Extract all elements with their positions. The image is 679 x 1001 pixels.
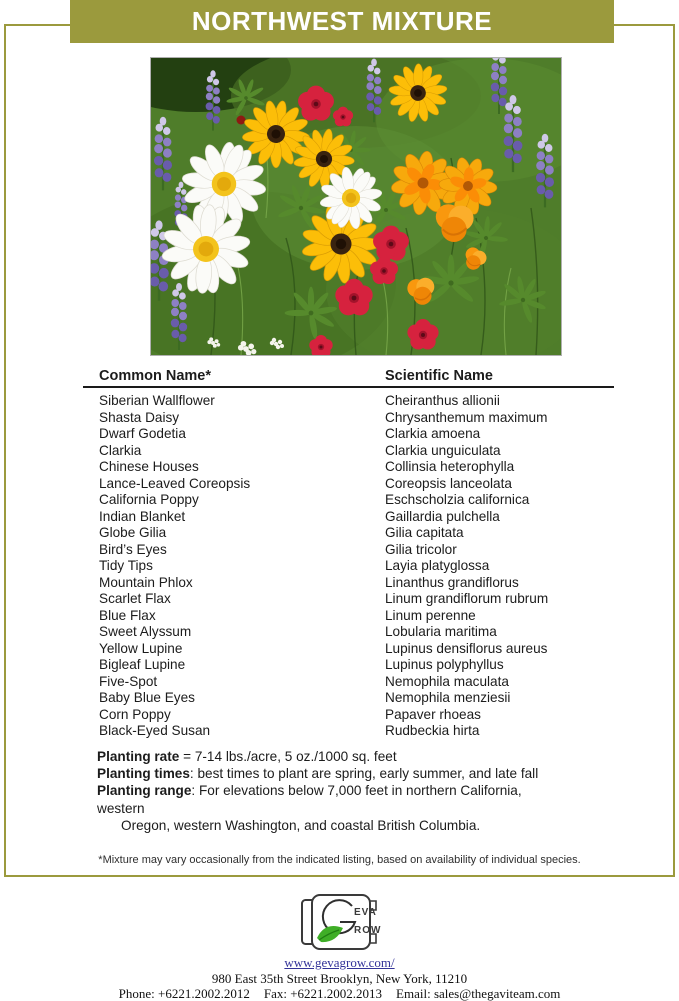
scientific-name-cell: Clarkia unguiculata bbox=[385, 443, 501, 460]
gevagrow-logo bbox=[299, 893, 381, 951]
common-name-cell: Bird’s Eyes bbox=[99, 542, 385, 559]
table-row bbox=[6, 723, 673, 740]
logo-text-row: ROW bbox=[354, 925, 381, 936]
common-name-cell: Baby Blue Eyes bbox=[99, 690, 385, 707]
scientific-name-cell: Chrysanthemum maximum bbox=[385, 410, 547, 427]
planting-line: Planting range: For elevations below 7,000 feet in northern California, bbox=[97, 782, 538, 799]
table-header-rule bbox=[83, 386, 614, 388]
common-name-cell: Indian Blanket bbox=[99, 509, 385, 526]
logo-text-eva: EVA bbox=[354, 907, 377, 918]
common-name-cell: Bigleaf Lupine bbox=[99, 657, 385, 674]
contact-line bbox=[0, 987, 679, 1001]
common-name-cell: Shasta Daisy bbox=[99, 410, 385, 427]
wildflower-photo bbox=[150, 57, 562, 356]
mixture-footnote: *Mixture may vary occasionally from the indicated listing, based on availability of individual species. bbox=[6, 854, 673, 866]
scientific-name-cell: Papaver rhoeas bbox=[385, 707, 481, 724]
table-row bbox=[6, 591, 673, 608]
table-header-row bbox=[6, 368, 673, 384]
table-row bbox=[6, 575, 673, 592]
planting-line: Planting rate = 7-14 lbs./acre, 5 oz./1000 sq. feet bbox=[97, 748, 538, 765]
species-table bbox=[6, 368, 673, 740]
footer bbox=[0, 877, 679, 996]
phone-text: Phone: +6221.2002.2012 bbox=[119, 986, 250, 1001]
scientific-name-cell: Lobularia maritima bbox=[385, 624, 497, 641]
col-header-common-name: Common Name* bbox=[99, 368, 385, 384]
email-text: Email: sales@thegaviteam.com bbox=[396, 986, 560, 1001]
common-name-cell: Chinese Houses bbox=[99, 459, 385, 476]
common-name-cell: Black-Eyed Susan bbox=[99, 723, 385, 740]
scientific-name-cell: Gilia capitata bbox=[385, 525, 464, 542]
table-row bbox=[6, 674, 673, 691]
table-row bbox=[6, 542, 673, 559]
table-row bbox=[6, 558, 673, 575]
planting-line: Planting times: best times to plant are spring, early summer, and late fall bbox=[97, 765, 538, 782]
col-header-scientific-name: Scientific Name bbox=[385, 368, 493, 384]
table-row bbox=[6, 608, 673, 625]
scientific-name-cell: Nemophila menziesii bbox=[385, 690, 510, 707]
species-rows bbox=[6, 393, 673, 740]
fax-text: Fax: +6221.2002.2013 bbox=[264, 986, 382, 1001]
common-name-cell: Yellow Lupine bbox=[99, 641, 385, 658]
wildflower-photo-art bbox=[151, 58, 561, 355]
table-row bbox=[6, 624, 673, 641]
table-row bbox=[6, 641, 673, 658]
common-name-cell: Dwarf Godetia bbox=[99, 426, 385, 443]
table-row bbox=[6, 443, 673, 460]
scientific-name-cell: Gilia tricolor bbox=[385, 542, 457, 559]
common-name-cell: Blue Flax bbox=[99, 608, 385, 625]
page-title: NORTHWEST MIXTURE bbox=[192, 6, 492, 37]
common-name-cell: Corn Poppy bbox=[99, 707, 385, 724]
common-name-cell: Mountain Phlox bbox=[99, 575, 385, 592]
website-link[interactable]: www.gevagrow.com/ bbox=[284, 956, 394, 970]
common-name-cell: Scarlet Flax bbox=[99, 591, 385, 608]
content-border-box bbox=[4, 24, 675, 877]
table-row bbox=[6, 690, 673, 707]
common-name-cell: Globe Gilia bbox=[99, 525, 385, 542]
table-row bbox=[6, 393, 673, 410]
scientific-name-cell: Clarkia amoena bbox=[385, 426, 480, 443]
scientific-name-cell: Rudbeckia hirta bbox=[385, 723, 479, 740]
common-name-cell: Clarkia bbox=[99, 443, 385, 460]
table-row bbox=[6, 459, 673, 476]
scientific-name-cell: Lupinus polyphyllus bbox=[385, 657, 504, 674]
scientific-name-cell: Linum perenne bbox=[385, 608, 476, 625]
scientific-name-cell: Coreopsis lanceolata bbox=[385, 476, 512, 493]
title-bar bbox=[70, 0, 614, 43]
scientific-name-cell: Lupinus densiflorus aureus bbox=[385, 641, 547, 658]
table-row bbox=[6, 657, 673, 674]
common-name-cell: Five-Spot bbox=[99, 674, 385, 691]
common-name-cell: Siberian Wallflower bbox=[99, 393, 385, 410]
scientific-name-cell: Layia platyglossa bbox=[385, 558, 489, 575]
scientific-name-cell: Collinsia heterophylla bbox=[385, 459, 514, 476]
table-row bbox=[6, 509, 673, 526]
table-row bbox=[6, 476, 673, 493]
planting-line: Oregon, western Washington, and coastal British Columbia. bbox=[97, 817, 538, 834]
table-row bbox=[6, 410, 673, 427]
scientific-name-cell: Cheiranthus allionii bbox=[385, 393, 500, 410]
table-row bbox=[6, 426, 673, 443]
common-name-cell: Lance-Leaved Coreopsis bbox=[99, 476, 385, 493]
common-name-cell: Tidy Tips bbox=[99, 558, 385, 575]
address-line: 980 East 35th Street Brooklyn, New York, 11210 bbox=[0, 972, 679, 987]
scientific-name-cell: Linanthus grandiflorus bbox=[385, 575, 519, 592]
planting-info bbox=[97, 748, 538, 834]
table-row bbox=[6, 707, 673, 724]
planting-line: western bbox=[97, 800, 538, 817]
scientific-name-cell: Nemophila maculata bbox=[385, 674, 509, 691]
common-name-cell: Sweet Alyssum bbox=[99, 624, 385, 641]
common-name-cell: California Poppy bbox=[99, 492, 385, 509]
table-row bbox=[6, 492, 673, 509]
scientific-name-cell: Eschscholzia californica bbox=[385, 492, 529, 509]
scientific-name-cell: Gaillardia pulchella bbox=[385, 509, 500, 526]
table-row bbox=[6, 525, 673, 542]
scientific-name-cell: Linum grandiflorum rubrum bbox=[385, 591, 548, 608]
